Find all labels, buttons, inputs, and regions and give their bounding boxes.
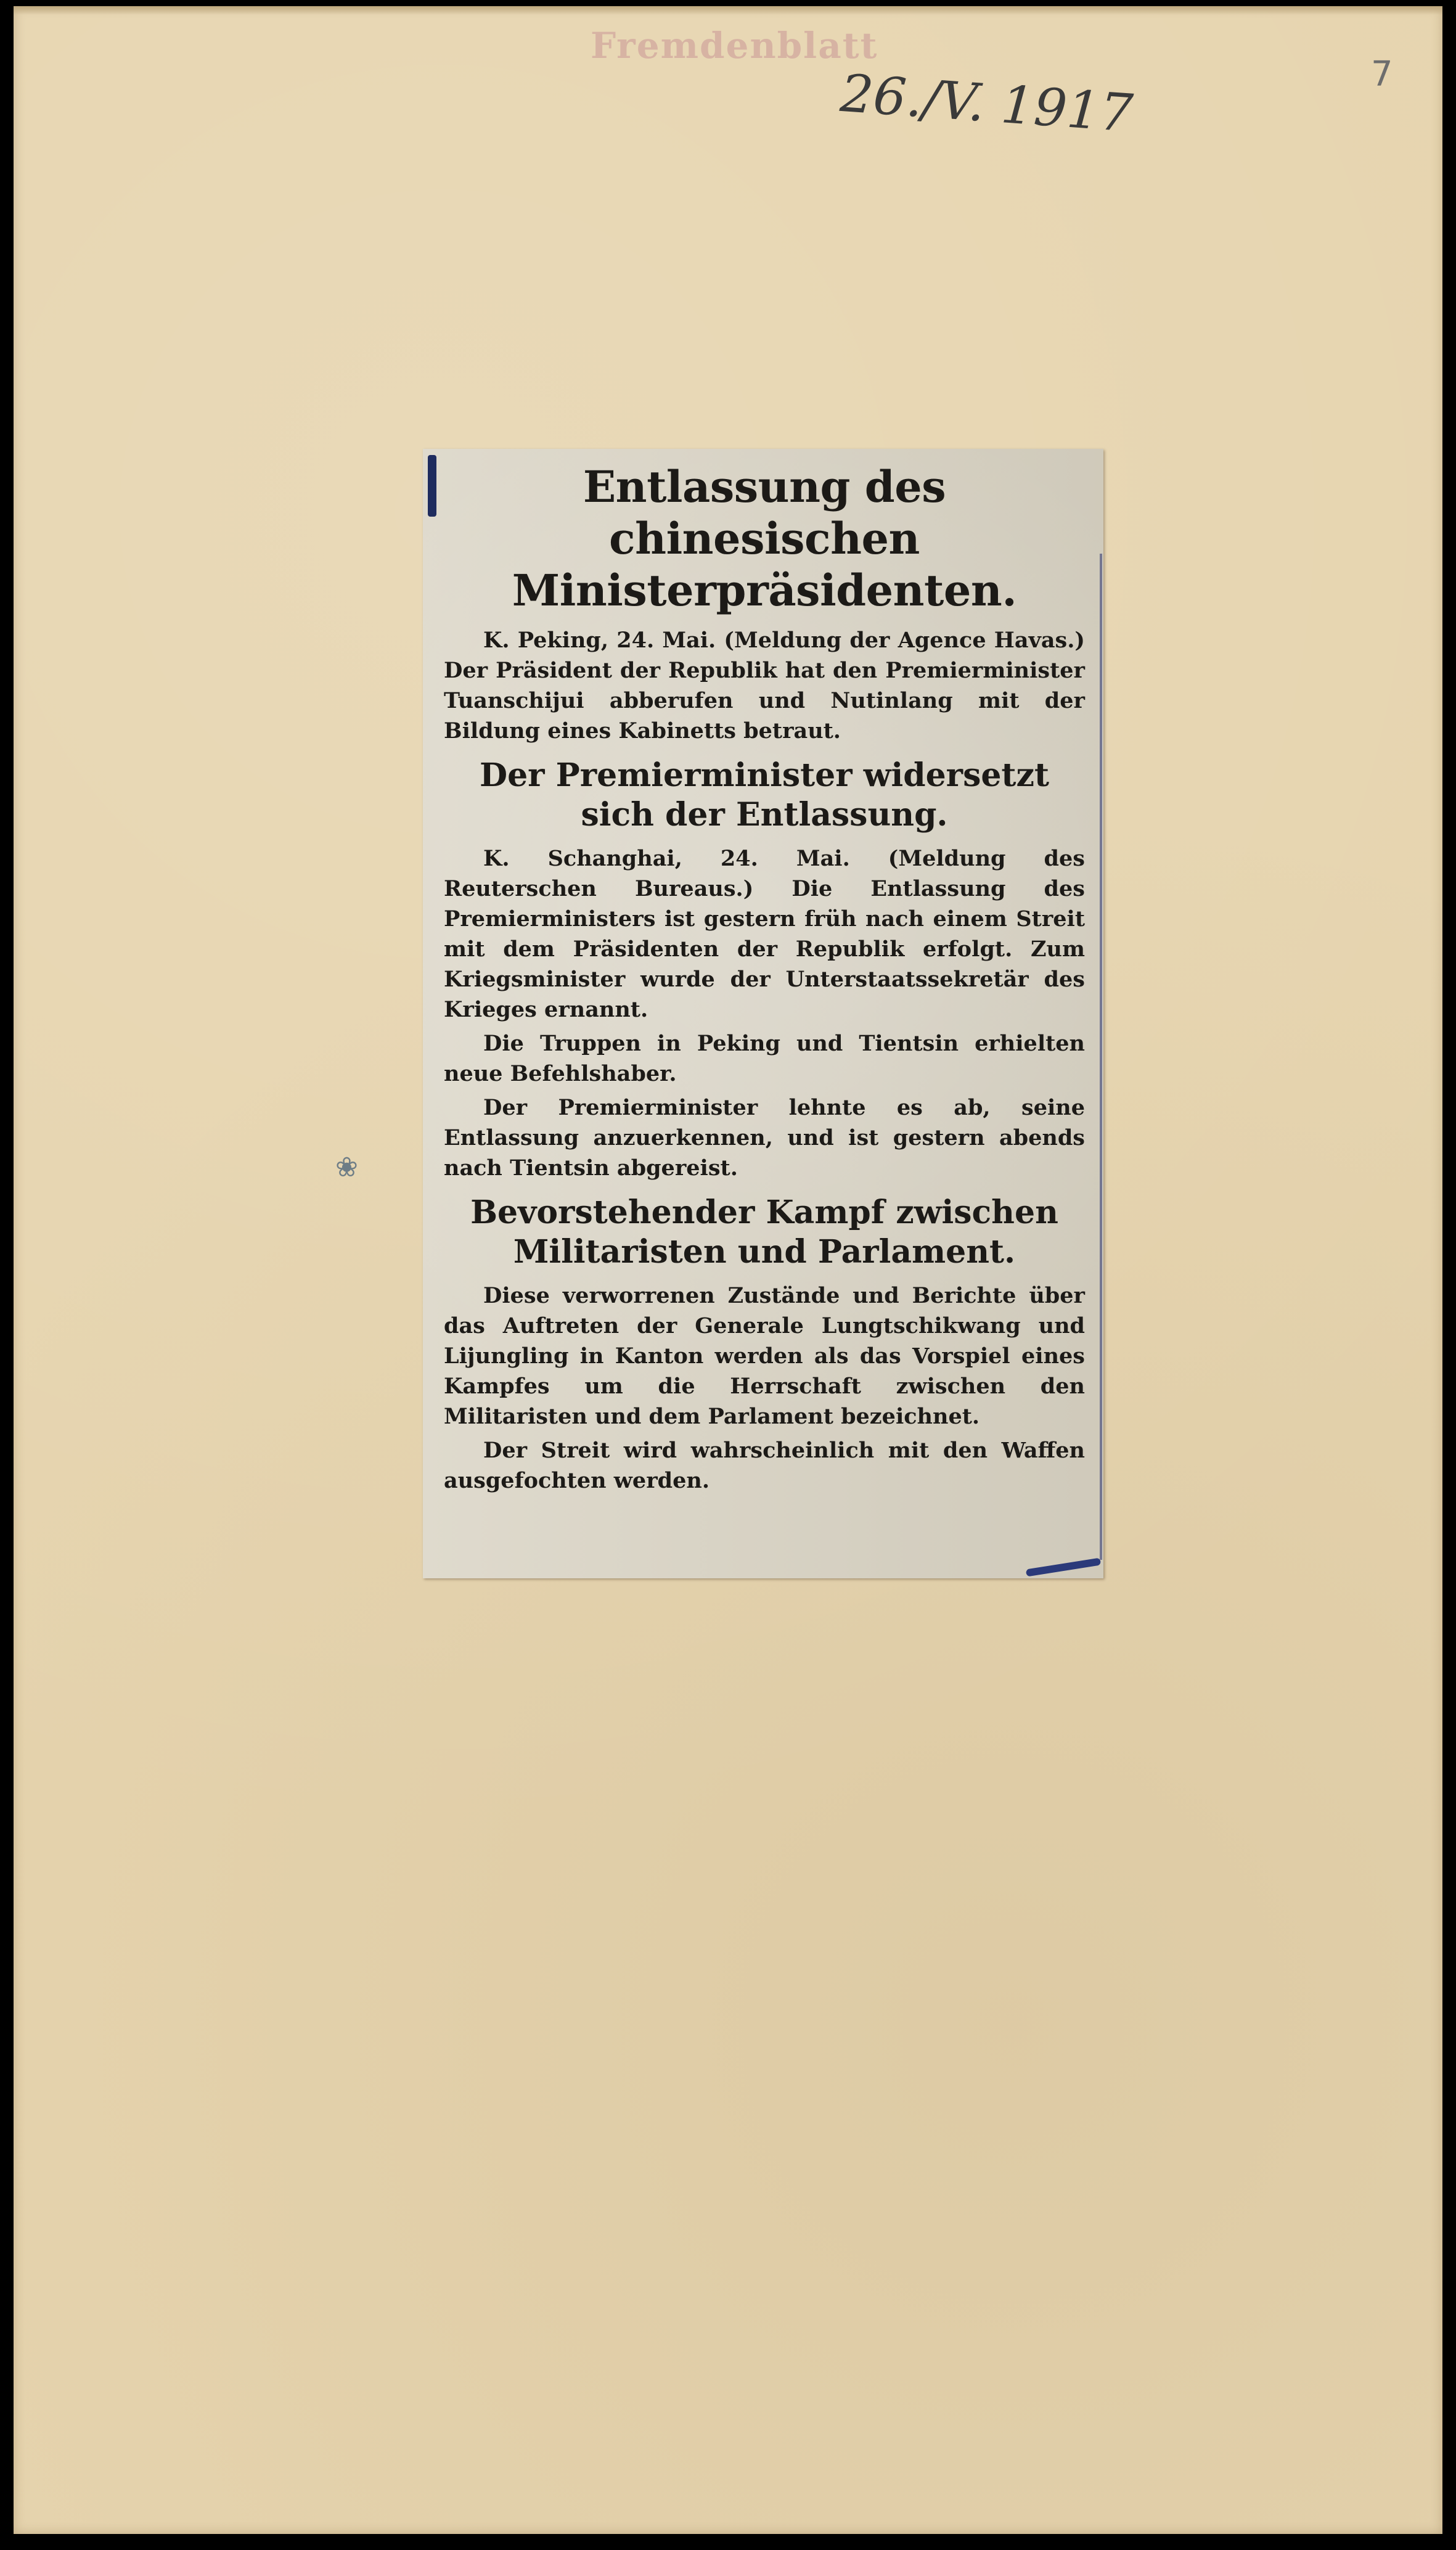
article-paragraph: K. Schanghai, 24. Mai. (Meldung des Reuterschen Bureaus.) Die Entlassung des Premierministers ist gestern früh nach einem Streit mit dem Präsidenten der Republik erfolgt. Zum Kriegsminister wurde der Unterstaatssekretär des Krieges ernannt. [444, 846, 1085, 1022]
folio-number: 7 [1371, 54, 1393, 94]
blue-pencil-mark-bottom [1026, 1558, 1101, 1577]
newspaper-clipping [423, 449, 1103, 1578]
blue-pencil-mark-left [428, 455, 436, 517]
article-paragraph: Der Premierminister lehnte es ab, seine Entlassung anzuerkennen, und ist gestern abends nach Tientsin abgereist. [444, 1095, 1085, 1181]
article-headline: Entlassung des chinesischen Ministerpräsidenten. [512, 461, 1017, 616]
handwritten-date: 26./V. 1917 [838, 63, 1135, 144]
publication-stamp: Fremdenblatt [591, 25, 878, 67]
article-paragraph: Die Truppen in Peking und Tientsin erhielten neue Befehlshaber. [444, 1031, 1085, 1086]
archive-board [14, 6, 1442, 2534]
blue-pencil-mark-right [1100, 554, 1102, 1560]
article-paragraph: Diese verworrenen Zustände und Berichte über das Auftreten der Generale Lungtschikwang und Lijungling in Kanton werden als das Vorspiel eines Kampfes um die Herrschaft zwischen den Militaristen und dem Parlament bezeichnet. [444, 1283, 1085, 1429]
article-subheading: Bevorstehender Kampf zwischen Militaristen und Parlament. [470, 1194, 1058, 1271]
article-paragraph: Der Streit wird wahrscheinlich mit den Waffen ausgefochten werden. [444, 1438, 1085, 1493]
board-top-edge [14, 6, 1442, 15]
article-subheading: Der Premierminister widersetzt sich der Entlassung. [479, 756, 1049, 834]
paper-speck-icon: ❀ [335, 1152, 358, 1183]
article-paragraph: K. Peking, 24. Mai. (Meldung der Agence Havas.) Der Präsident der Republik hat den Premierminister Tuanschijui abberufen und Nutinlang mit der Bildung eines Kabinetts betraut. [444, 628, 1085, 744]
